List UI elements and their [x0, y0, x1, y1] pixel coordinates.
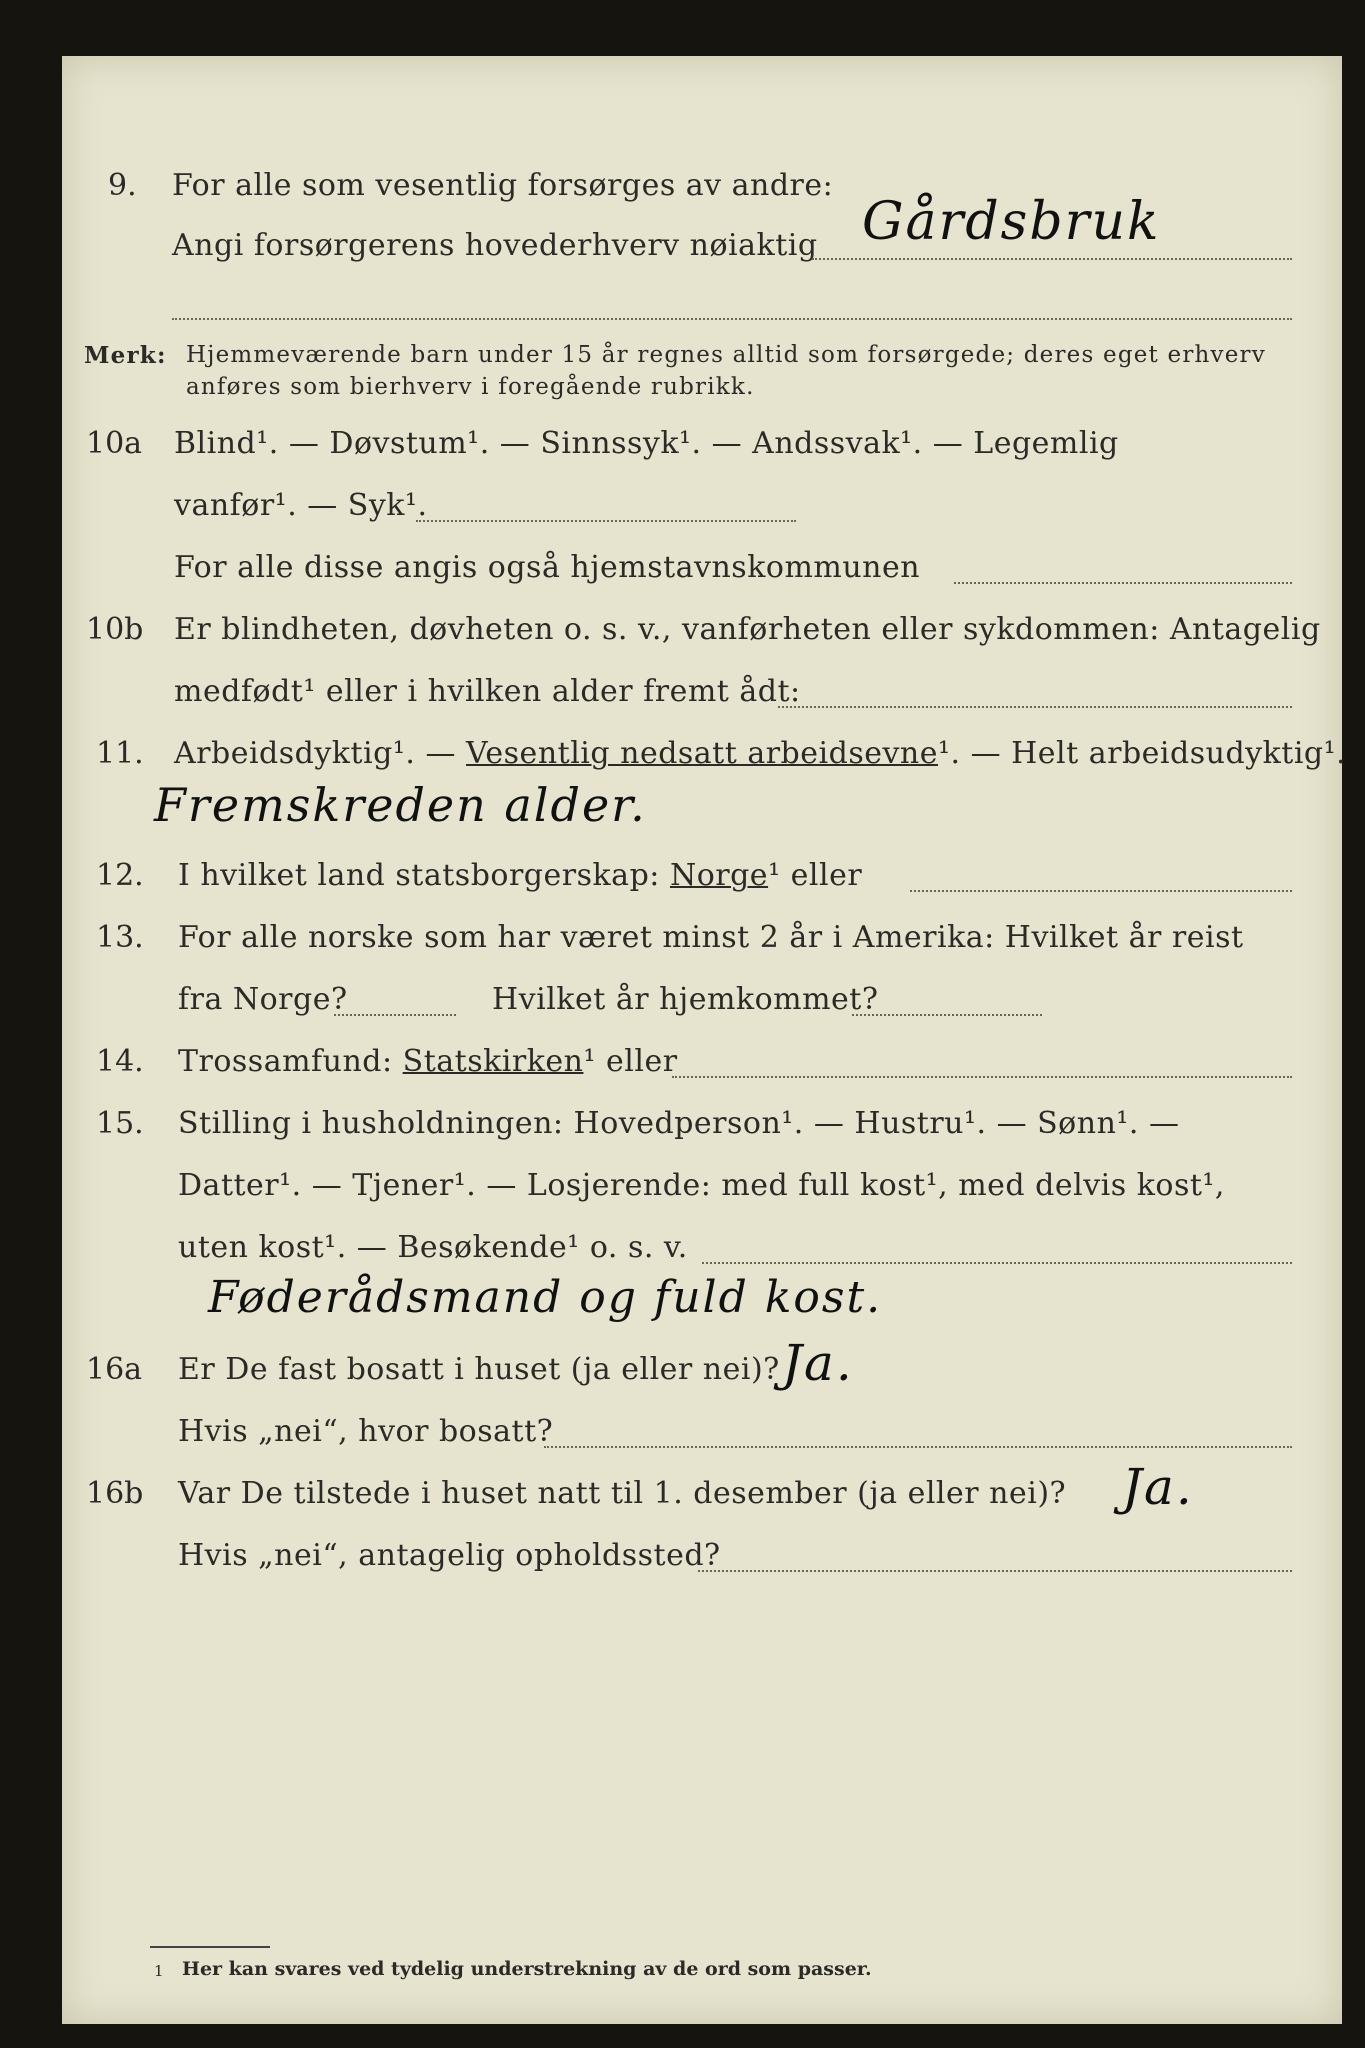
q14-number: 14. — [96, 1044, 144, 1079]
q11-number: 11. — [96, 736, 144, 771]
q9-number: 9. — [108, 168, 137, 203]
q9-line1: For alle som vesentlig forsørges av andre: — [172, 168, 834, 203]
q12-choice-norge: Norge — [669, 858, 769, 893]
q14-answer-line — [672, 1076, 1292, 1078]
q10b-answer-line — [778, 706, 1292, 708]
q10a-answer-line — [416, 520, 796, 522]
q13-number: 13. — [96, 920, 144, 955]
q13-line2a: fra Norge? — [178, 982, 348, 1017]
q16a-line1: Er De fast bosatt i huset (ja eller nei)? — [178, 1352, 780, 1387]
merk-line1: Hjemmeværende barn under 15 år regnes alltid som forsørgede; deres eget erhverv — [186, 342, 1266, 368]
q16b-line1: Var De tilstede i huset natt til 1. desember (ja eller nei)? — [178, 1476, 1067, 1511]
q16b-line2: Hvis „nei“, antagelig opholdssted? — [178, 1538, 721, 1573]
q12-rest: ¹ eller — [768, 858, 863, 893]
q9-answer-line — [812, 258, 1292, 260]
q10a-line1: Blind¹. — Døvstum¹. — Sinnssyk¹. — Andssvak¹. — Legemlig — [174, 426, 1119, 461]
footnote-rule — [150, 1946, 270, 1948]
q12-line — [178, 858, 862, 893]
footnote-mark: 1 — [154, 1962, 164, 1980]
q10b-line1: Er blindheten, døvheten o. s. v., vanførheten eller sykdommen: Antagelig — [174, 612, 1321, 647]
q12-number: 12. — [96, 858, 144, 893]
q10b-number: 10b — [86, 612, 144, 647]
q10a-number: 10a — [86, 426, 143, 461]
q9-extra-line — [172, 318, 1292, 320]
q14-rest: ¹ eller — [583, 1044, 678, 1079]
q10a-line2: vanfør¹. — Syk¹. — [174, 488, 428, 523]
q13-return-line — [852, 1014, 1042, 1016]
q11-option-reduced: Vesentlig nedsatt arbeidsevne — [466, 736, 938, 771]
q10a-line3: For alle disse angis også hjemstavnskommunen — [174, 550, 921, 585]
q11-option-unable: ¹. — Helt arbeidsudyktig¹. — [938, 736, 1347, 771]
q11-option-able: Arbeidsdyktig¹. — — [174, 736, 456, 771]
q15-number: 15. — [96, 1106, 144, 1141]
footnote-text: Her kan svares ved tydelig understrekning av de ord som passer. — [182, 1958, 872, 1980]
q14-line — [178, 1044, 678, 1079]
q15-line1: Stilling i husholdningen: Hovedperson¹. — Hustru¹. — Sønn¹. — — [178, 1106, 1180, 1141]
q11-handwritten-answer: Fremskreden alder. — [154, 778, 647, 832]
q9-line2: Angi forsørgerens hovederhverv nøiaktig — [172, 228, 818, 263]
merk-line2: anføres som bierhverv i foregående rubrikk. — [186, 374, 755, 400]
merk-label: Merk: — [84, 342, 167, 369]
q11-options — [174, 736, 1346, 771]
q16a-number: 16a — [86, 1352, 143, 1387]
q15-answer-line — [702, 1262, 1292, 1264]
q9-handwritten-answer: Gårdsbruk — [862, 192, 1161, 252]
q16b-whereabouts-line — [698, 1570, 1292, 1572]
q16a-residence-line — [544, 1446, 1292, 1448]
q10b-line2: medfødt¹ eller i hvilken alder fremt ådt: — [174, 674, 801, 709]
q16a-handwritten-answer: Ja. — [782, 1334, 854, 1392]
q12-answer-line — [910, 890, 1292, 892]
q16a-line2: Hvis „nei“, hvor bosatt? — [178, 1414, 554, 1449]
q16b-number: 16b — [86, 1476, 144, 1511]
census-form-page — [62, 56, 1347, 2024]
q15-line2: Datter¹. — Tjener¹. — Losjerende: med full kost¹, med delvis kost¹, — [178, 1168, 1225, 1203]
q14-text: Trossamfund: — [178, 1044, 393, 1079]
q15-handwritten-answer: Føderådsmand og fuld kost. — [208, 1272, 883, 1323]
q13-line1: For alle norske som har været minst 2 år i Amerika: Hvilket år reist — [178, 920, 1244, 955]
q13-line2b: Hvilket år hjemkommet? — [492, 982, 879, 1017]
q15-line3: uten kost¹. — Besøkende¹ o. s. v. — [178, 1230, 688, 1265]
q14-choice-statskirken: Statskirken — [402, 1044, 584, 1079]
q10a-hometown-line — [954, 582, 1292, 584]
q13-departure-line — [334, 1014, 456, 1016]
q12-text: I hvilket land statsborgerskap: — [178, 858, 660, 893]
q16b-handwritten-answer: Ja. — [1122, 1458, 1194, 1516]
